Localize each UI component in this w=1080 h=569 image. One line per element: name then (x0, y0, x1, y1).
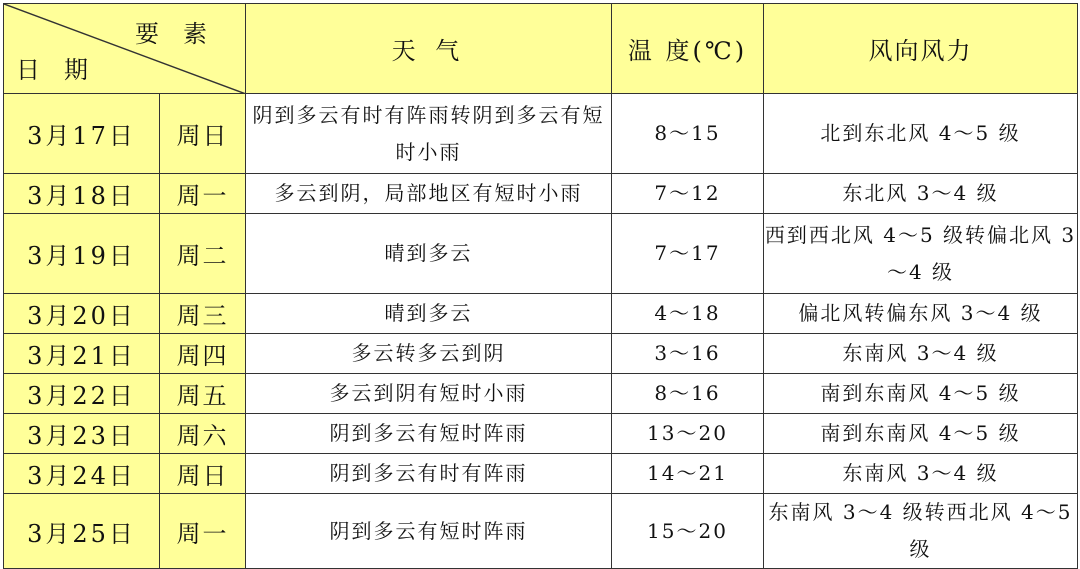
wind-cell: 西到西北风 4～5 级转偏北风 3～4 级 (764, 214, 1078, 294)
wind-cell: 北到东北风 4～5 级 (764, 94, 1078, 174)
table-row (4, 294, 1078, 334)
table-header-row (4, 4, 1078, 94)
weather-cell: 晴到多云 (246, 214, 612, 294)
weather-cell: 晴到多云 (246, 294, 612, 334)
corner-label-elements: 要素 (135, 20, 231, 48)
wind-cell: 东南风 3～4 级 (764, 454, 1078, 494)
date-cell: 3月19日 (4, 214, 160, 294)
wind-cell: 南到东南风 4～5 级 (764, 374, 1078, 414)
weather-forecast-table (3, 3, 1078, 569)
wind-cell: 东南风 3～4 级 (764, 334, 1078, 374)
temperature-cell: 3～16 (612, 334, 764, 374)
temperature-cell: 7～17 (612, 214, 764, 294)
table-row (4, 174, 1078, 214)
weather-cell: 多云到阴有短时小雨 (246, 374, 612, 414)
temperature-cell: 13～20 (612, 414, 764, 454)
weekday-cell: 周三 (160, 294, 246, 334)
date-cell: 3月20日 (4, 294, 160, 334)
table-row (4, 414, 1078, 454)
date-cell: 3月18日 (4, 174, 160, 214)
temperature-cell: 15～20 (612, 494, 764, 569)
weather-cell: 阴到多云有时有阵雨 (246, 454, 612, 494)
weather-column-header: 天 气 (246, 4, 612, 94)
date-cell: 3月25日 (4, 494, 160, 569)
table-row (4, 334, 1078, 374)
weekday-cell: 周二 (160, 214, 246, 294)
wind-cell: 南到东南风 4～5 级 (764, 414, 1078, 454)
weekday-cell: 周日 (160, 94, 246, 174)
weather-cell: 多云到阴，局部地区有短时小雨 (246, 174, 612, 214)
weather-cell: 阴到多云有短时阵雨 (246, 494, 612, 569)
corner-header-cell (4, 4, 246, 94)
wind-cell: 东北风 3～4 级 (764, 174, 1078, 214)
weekday-cell: 周五 (160, 374, 246, 414)
date-cell: 3月17日 (4, 94, 160, 174)
temperature-cell: 8～16 (612, 374, 764, 414)
date-cell: 3月23日 (4, 414, 160, 454)
weather-cell: 阴到多云有时有阵雨转阴到多云有短时小雨 (246, 94, 612, 174)
date-cell: 3月21日 (4, 334, 160, 374)
weather-cell: 阴到多云有短时阵雨 (246, 414, 612, 454)
table-row (4, 374, 1078, 414)
temperature-column-header: 温 度(℃) (612, 4, 764, 94)
corner-label-date: 日期 (16, 56, 112, 84)
date-cell: 3月24日 (4, 454, 160, 494)
temperature-cell: 8～15 (612, 94, 764, 174)
weekday-cell: 周日 (160, 454, 246, 494)
date-cell: 3月22日 (4, 374, 160, 414)
temperature-cell: 7～12 (612, 174, 764, 214)
table-row (4, 454, 1078, 494)
temperature-cell: 14～21 (612, 454, 764, 494)
forecast-rows (4, 94, 1078, 569)
weekday-cell: 周一 (160, 174, 246, 214)
weekday-cell: 周四 (160, 334, 246, 374)
wind-cell: 偏北风转偏东风 3～4 级 (764, 294, 1078, 334)
weekday-cell: 周一 (160, 494, 246, 569)
temperature-cell: 4～18 (612, 294, 764, 334)
table-row (4, 214, 1078, 294)
weather-cell: 多云转多云到阴 (246, 334, 612, 374)
weekday-cell: 周六 (160, 414, 246, 454)
table-row (4, 494, 1078, 569)
table-row (4, 94, 1078, 174)
wind-column-header: 风向风力 (764, 4, 1078, 94)
wind-cell: 东南风 3～4 级转西北风 4～5 级 (764, 494, 1078, 569)
